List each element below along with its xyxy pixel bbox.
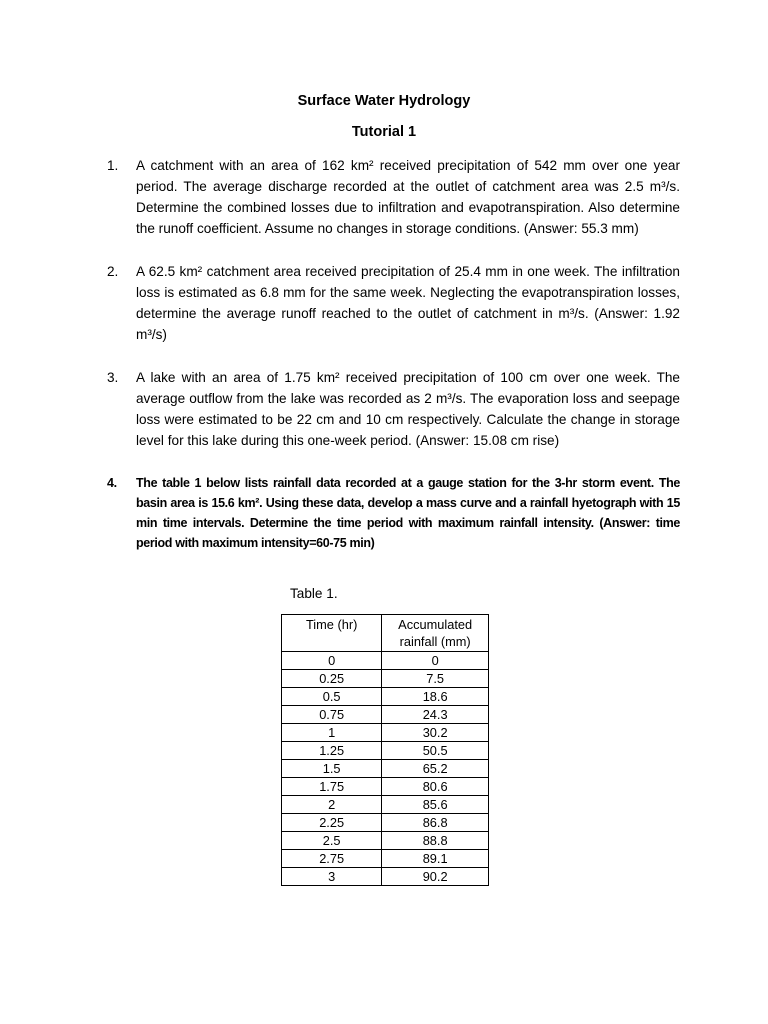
table-row: [282, 832, 489, 850]
table-row: [282, 814, 489, 832]
rainfall-cell: 50.5: [382, 742, 489, 760]
question-text: A 62.5 km² catchment area received precipitation of 25.4 mm in one week. The infiltration loss is estimated as 6.8 mm for the same week. Neglecting the evapotranspiration losses, determine the average runoff reached to the outlet of catchment in m³/s. (Answer: 1.92 m³/s): [136, 264, 680, 342]
table-row: [282, 796, 489, 814]
rainfall-cell: 88.8: [382, 832, 489, 850]
rainfall-cell: 86.8: [382, 814, 489, 832]
time-cell: 1.75: [282, 778, 382, 796]
time-cell: 1: [282, 724, 382, 742]
table-row: [282, 868, 489, 886]
question-2: [107, 261, 680, 345]
table-row: [282, 688, 489, 706]
rainfall-cell: 90.2: [382, 868, 489, 886]
time-cell: 2.5: [282, 832, 382, 850]
time-cell: 0.25: [282, 670, 382, 688]
rainfall-cell: 30.2: [382, 724, 489, 742]
rainfall-table: [281, 614, 489, 886]
document-subtitle: Tutorial 1: [351, 124, 417, 140]
table-header-row: [282, 615, 489, 652]
question-text: A lake with an area of 1.75 km² received precipitation of 100 cm over one week. The average outflow from the lake was recorded as 2 m³/s. The evaporation loss and seepage loss were estimated to be 22 cm and 10 cm respectively. Calculate the change in storage level for this lake during this one-week period. (Answer: 15.08 cm rise): [136, 370, 680, 448]
time-cell: 3: [282, 868, 382, 886]
question-3: [107, 367, 680, 451]
question-number: 1.: [107, 158, 119, 173]
question-1: [107, 155, 680, 239]
question-text: A catchment with an area of 162 km² received precipitation of 542 mm over one year period. The average discharge recorded at the outlet of catchment area was 2.5 m³/s. Determine the combined losses due to infiltration and evapotranspiration. Also determine the runoff coefficient. Assume no changes in storage conditions. (Answer: 55.3 mm): [136, 158, 680, 236]
question-number: 4.: [107, 476, 117, 490]
rainfall-cell: 89.1: [382, 850, 489, 868]
rainfall-cell: 65.2: [382, 760, 489, 778]
rainfall-cell: 24.3: [382, 706, 489, 724]
table-row: [282, 742, 489, 760]
table-row: [282, 670, 489, 688]
rainfall-cell: 0: [382, 652, 489, 670]
header-time: Time (hr): [282, 615, 382, 652]
time-cell: 1.5: [282, 760, 382, 778]
document-title: Surface Water Hydrology: [297, 93, 471, 109]
rainfall-cell: 7.5: [382, 670, 489, 688]
rainfall-cell: 85.6: [382, 796, 489, 814]
question-number: 3.: [107, 370, 119, 385]
question-number: 2.: [107, 264, 119, 279]
time-cell: 1.25: [282, 742, 382, 760]
table-row: [282, 778, 489, 796]
question-4: [107, 473, 680, 553]
table-row: [282, 850, 489, 868]
table-body: [282, 652, 489, 886]
time-cell: 0.75: [282, 706, 382, 724]
time-cell: 0: [282, 652, 382, 670]
time-cell: 0.5: [282, 688, 382, 706]
rainfall-cell: 80.6: [382, 778, 489, 796]
table-row: [282, 724, 489, 742]
question-text: The table 1 below lists rainfall data recorded at a gauge station for the 3-hr storm event. The basin area is 15.6 km². Using these data, develop a mass curve and a rainfall hyetograph with 15 min time intervals. Determine the time period with maximum rainfall intensity. (Answer: time period with maximum intensity=60-75 min): [136, 476, 680, 550]
time-cell: 2.75: [282, 850, 382, 868]
question-list: [107, 155, 680, 553]
rainfall-cell: 18.6: [382, 688, 489, 706]
time-cell: 2: [282, 796, 382, 814]
table-caption: Table 1.: [290, 586, 338, 601]
table-row: [282, 706, 489, 724]
time-cell: 2.25: [282, 814, 382, 832]
table-row: [282, 652, 489, 670]
header-rainfall: Accumulated rainfall (mm): [382, 615, 489, 652]
table-row: [282, 760, 489, 778]
